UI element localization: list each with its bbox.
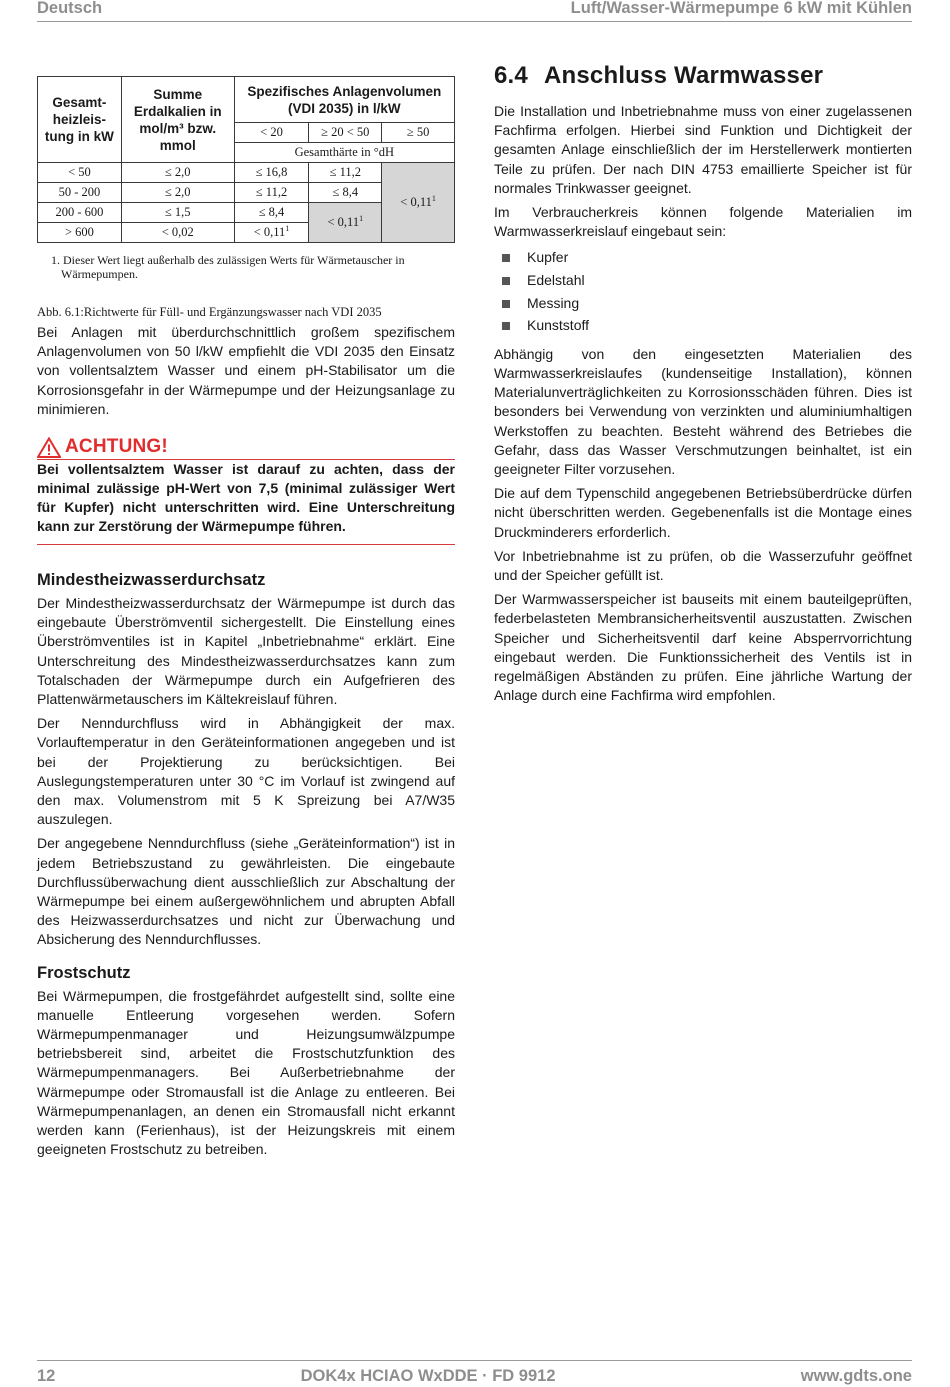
paragraph: Der Nenndurchfluss wird in Abhängigkeit der max. Vorlauftemperatur in den Geräteinformationen angegeben und ist bei der Projektierung zu berücksichtigen. Bei Auslegungstemperaturen unter 30 °C im Vorlauf ist zwingend auf den max. Volumenstrom mit 5 K Spreizung bei A7/W35 auszulegen. (37, 715, 455, 828)
th-power: Gesamt-heizleis-tung in kW (38, 77, 122, 163)
cell-alk: < 0,02 (121, 223, 234, 243)
section-number: 6.4 (494, 62, 528, 89)
th-ge50: ≥ 50 (382, 123, 455, 143)
list-item: Kupfer (494, 246, 912, 269)
warning-triangle-icon (37, 437, 61, 458)
paragraph: Im Verbraucherkreis können folgende Materialien im Warmwasserkreislauf eingebaut sein: (494, 204, 912, 240)
cell-power: > 600 (38, 223, 122, 243)
cell-v1: ≤ 11,2 (234, 183, 309, 203)
cell-alk: ≤ 2,0 (121, 183, 234, 203)
paragraph: Der angegebene Nenndurchfluss (siehe „Geräteinformation“) ist in jedem Betriebszustand zu gewährleisten. Die eingebaute Durchflussüberwachung dient ausschließlich zur Abschaltung der Wärmepumpe bei einem außergewöhnlichem und abrupten Abfall des Heizwasserdurchsatzes und nicht zur Überwachung und Absicherung des Nenndurchflusses. (37, 835, 455, 948)
cell-v1: ≤ 8,4 (234, 203, 309, 223)
table-footnote: 1. Dieser Wert liegt außerhalb des zulässigen Werts für Wärmetauscher in Wärmepumpen. (51, 253, 405, 281)
footer-url[interactable]: www.gdts.one (800, 1367, 912, 1385)
warning-title: ACHTUNG! (65, 436, 168, 458)
list-item: Kunststoff (494, 314, 912, 337)
header-language: Deutsch (37, 0, 103, 17)
cell-v1: < $0,11^1$ (234, 223, 309, 243)
header-product: Luft/Wasser-Wärmepumpe 6 kW mit Kühlen (570, 0, 912, 17)
cell-alk: ≤ 2,0 (121, 163, 234, 183)
page-number: 12 (37, 1367, 56, 1385)
th-volume: Spezifisches Anlagenvolumen (VDI 2035) in l/kW (234, 77, 454, 123)
cell-merged-big: < $0,11^1$ (382, 163, 455, 243)
warning-header (37, 436, 455, 460)
paragraph: Bei Anlagen mit überdurchschnittlich großem spezifischem Anlagenvolumen von 50 l/kW empfiehlt die VDI 2035 den Einsatz von vollentsalztem Wasser und einem pH-Stabilisator um die Korrosionsgefahr in der Wärmepumpe und der Heizungsanlage zu minimieren. (37, 324, 455, 417)
cell-v2: ≤ 11,2 (309, 163, 382, 183)
list-item: Edelstahl (494, 269, 912, 292)
page-footer (37, 1360, 912, 1386)
th-lt20: < 20 (234, 123, 309, 143)
figure-caption: Abb. 6.1:Richtwerte für Füll- und Ergänzungswasser nach VDI 2035 (37, 305, 382, 319)
paragraph: Der Mindestheizwasserdurchsatz der Wärmepumpe ist durch das eingebaute Überströmventil sichergestellt. Die Einstellung eines Überströmventiles ist in Kapitel „Inbetriebnahme“ erklärt. Eine Unterschreitung des Mindestheizwasserdurchsatzes kann zum Totalschaden der Wärmepumpe durch ein Aufgefrieren des Plattenwärmetauschers im Kältekreislauf führen. (37, 595, 455, 708)
paragraph: Vor Inbetriebnahme ist zu prüfen, ob die Wasserzufuhr geöffnet und der Speicher gefüllt ist. (494, 547, 912, 584)
heading-min-flow: Mindestheizwasserdurchsatz (37, 571, 266, 590)
cell-v2: ≤ 8,4 (309, 183, 382, 203)
left-column (37, 76, 455, 1165)
right-column (494, 62, 912, 710)
cell-power: 200 - 600 (38, 203, 122, 223)
paragraph: Bei Wärmepumpen, die frostgefährdet aufgestellt sind, sollte eine manuelle Entleerung vorgesehen werden. Sofern Wärmepumpenmanager und Heizungsumwälzpumpe betriebsbereit sind, arbeitet die Frostschutzfunktion des Wärmepumpenmanagers. Bei Außerbetriebnahme der Wärmepumpe oder Stromausfall ist die Anlage zu entleeren. Bei Wärmepumpenanlagen, an denen ein Stromausfall nicht erkannt werden kann (Ferienhaus), ist der Heizungskreis mit einem geeigneten Frostschutz zu betreiben. (37, 987, 455, 1158)
th-hardness-unit: Gesamthärte in °dH (234, 143, 454, 163)
cell-power: < 50 (38, 163, 122, 183)
th-ge20-lt50: ≥ 20 < 50 (309, 123, 382, 143)
page-header (37, 0, 912, 22)
cell-power: 50 - 200 (38, 183, 122, 203)
section-title (494, 62, 912, 90)
th-alkaline: Summe Erdalkalien in mol/m³ bzw. mmol (121, 77, 234, 163)
heading-frost: Frostschutz (37, 963, 131, 982)
cell-v1: ≤ 16,8 (234, 163, 309, 183)
paragraph: Der Warmwasserspeicher ist bauseits mit einem bauteilgeprüften, federbelasteten Membransicherheitsventil auszustatten. Zwischen Speicher und Sicherheitsventil darf keine Absperrvorrichtung eingebaut werden. Die Funktionssicherheit des Ventils ist in regelmäßigen Abständen zu prüfen. Eine jährliche Wartung der Anlage durch eine Fachfirma wird empfohlen. (494, 591, 912, 704)
document-id: DOK4x HCIAO WxDDE · FD 9912 (300, 1367, 556, 1385)
paragraph: Abhängig von den eingesetzten Materialien des Warmwasserkreislaufes (kundenseitige Installation), können Materialunverträglichkeiten zu Korrosionsschäden führen. Dies ist besonders bei Verwendung von verzinkten und aluminiumhaltigen Werkstoffen zu beachten. Besteht während des Betriebes die Gefahr, dass das Wasser Verschmutzungen beinhaltet, ist ein geeigneter Filter vorzusehen. (494, 345, 912, 478)
table-row (38, 163, 455, 183)
section-heading: Anschluss Warmwasser (543, 62, 824, 89)
materials-list (494, 246, 912, 336)
vdi-2035-table (37, 76, 455, 243)
cell-merged-small: < $0,11^1$ (309, 203, 382, 243)
warning-text: Bei vollentsalztem Wasser ist darauf zu achten, dass der minimal zulässige pH-Wert von 7,5 (minimal zulässiger Wert für Kupfer) nicht unterschritten wird. Eine Unterschreitung kann zur Zerstörung der Wärmepumpe führen. (37, 460, 455, 545)
cell-alk: ≤ 1,5 (121, 203, 234, 223)
paragraph: Die Installation und Inbetriebnahme muss von einer zugelassenen Fachfirma erfolgen. Hierbei sind Funktion und Dichtigkeit der gesamten Anlage einschließlich der im Herstellerwerk montierten Teile zu prüfen. Der nach DIN 4753 emaillierte Speicher ist für normales Trinkwasser geeignet. (494, 103, 912, 196)
paragraph: Die auf dem Typenschild angegebenen Betriebsüberdrücke dürfen nicht überschritten werden. Gegebenenfalls ist die Montage eines Druckminderers erforderlich. (494, 485, 912, 540)
list-item: Messing (494, 292, 912, 315)
